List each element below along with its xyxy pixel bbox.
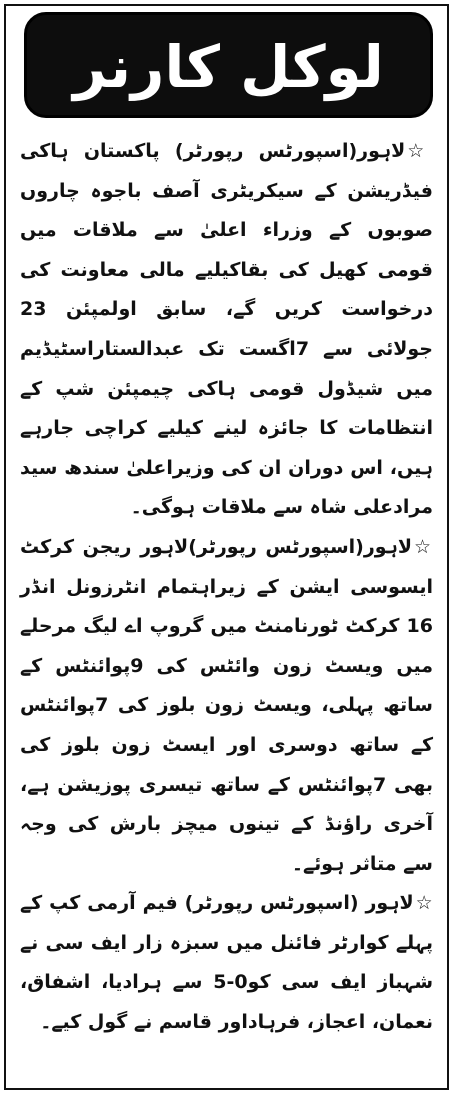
article-body: [20, 132, 433, 1043]
article-text: لاہور(اسپورٹس رپورٹر)لاہور ریجن کرکٹ ایسوسی ایشن کے زیراہتمام انٹرزونل انڈر 16 کرکٹ ٹورنامنٹ میں گروپ اے لیگ مرحلے میں ویسٹ زون وائٹس کی 9پوائنٹس کے ساتھ پہلی، ویسٹ زون بلوز کی 7پوائنٹس کے ساتھ دوسری اور ایسٹ زون بلوز کی بھی 7پوائنٹس کے ساتھ تیسری پوزیشن ہے، آخری راؤنڈ کے تینوں میچز بارش کی وجہ سے متاثر ہوئے۔: [20, 535, 433, 875]
article-hockey: [20, 132, 433, 528]
section-banner: [24, 12, 433, 118]
news-clipping: [4, 4, 449, 1090]
article-cricket: [20, 528, 433, 884]
star-icon: ☆: [413, 535, 433, 558]
article-text: لاہور (اسپورٹس رپورٹر) فیم آرمی کپ کے پہلے کوارٹر فائنل میں سبزہ زار ایف سی نے شہباز ایف سی کو0-5 سے ہرادیا، اشفاق، نعمان، اعجاز، فرہاداور قاسم نے گول کیے۔: [20, 892, 433, 1034]
section-title: لوکل کارنر: [73, 33, 384, 101]
star-icon: ☆: [415, 892, 433, 915]
star-icon: ☆: [407, 140, 433, 162]
article-football: [20, 884, 433, 1042]
article-text: لاہور(اسپورٹس رپورٹر) پاکستان ہاکی فیڈریشن کے سیکریٹری آصف باجوہ چاروں صوبوں کے وزراء اعلیٰ سے ملاقات میں قومی کھیل کی بقاکیلیے مالی معاونت کی درخواست کریں گے، سابق اولمپئن 23 جولائی سے 7اگست تک عبدالستاراسٹیڈیم میں شیڈول قومی ہاکی چیمپئن شپ کے انتظامات کا جائزہ لینے کیلیے کراچی جارہے ہیں، اس دوران ان کی وزیراعلیٰ سندھ سید مرادعلی شاہ سے ملاقات ہوگی۔: [20, 140, 433, 519]
